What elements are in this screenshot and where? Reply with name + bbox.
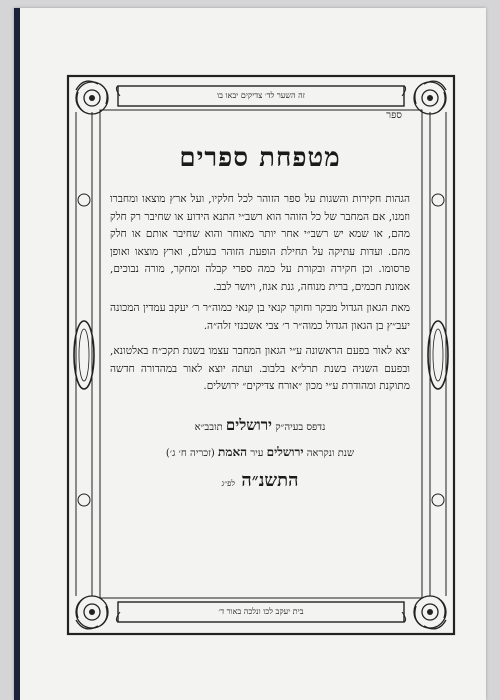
book-label: ספר [386, 110, 402, 121]
year-city: ירושלים [266, 444, 304, 459]
year-verse-line [110, 445, 410, 460]
year-ref: (זכריה ח׳ ג׳) [165, 447, 215, 459]
book-title: מטפחת ספרים [179, 143, 341, 173]
author-text: מאת הגאון הגדול מבקר וחוקר קנאי בן קנאי כמוה״ר ר׳ יעקב עמדין המכונה יעב״ץ בן הגאון הגדול כמוה״ר ר׳ צבי אשכנזי זלה״ה. [110, 302, 410, 332]
print-place-line [110, 416, 410, 435]
city-suffix: תובב״א [194, 421, 223, 433]
history-text: יצא לאור בפעם הראשונה ע״י הגאון המחבר עצמו בשנת תקכ״ח באלטונא, ובפעם השניה בשנת תרל״א בלבוב. ועתה יוצא לאור במהדורה חדשה מתוקנת ומהודרת ע״י מכון ״אורח צדיקים״ ירושלים. [110, 345, 410, 392]
description-block [110, 191, 410, 396]
year-word: האמת [218, 444, 248, 459]
printed-prefix: נדפס בעיה״ק [275, 421, 326, 433]
bottom-band-motto: בית יעקב לכו ונלכה באור ד׳ [218, 607, 304, 616]
year-prefix: שנת ונקראה [306, 447, 355, 459]
final-year-suffix: לפ״ג [221, 478, 236, 488]
title-page-content [110, 110, 410, 491]
final-year-text: התשנ״ה [241, 469, 299, 491]
top-band-motto: זה השער לד׳ צדיקים יבאו בו [217, 91, 305, 100]
city-name: ירושלים [225, 415, 272, 434]
year-mid: עיר [250, 447, 264, 459]
publication-year [110, 470, 410, 491]
description-text: הגהות חקירות והשגות על ספר הזוהר לכל חלקיו, ועל ארץ מוצאו ומחברו וזמנו, אם המחבר של כל הזוהר הוא רשב״י התנא הידוע או שחיבר רק חלק מהם, או שמא יש רשב״י אחר יותר מאוחר והוא שחיבר אותם או חלק מהם. ועדות עתיקה על תחילת הופעת הזוהר בעולם, וארץ מוצאו ואופן פרסומו. וכן חקירה ובקורת על כמה ספרי קבלה ומחקר, מורה נבוכים, אמונת חכמים, ברית מנוחה, גנת אגוז, ויושר לבב. [110, 193, 410, 293]
